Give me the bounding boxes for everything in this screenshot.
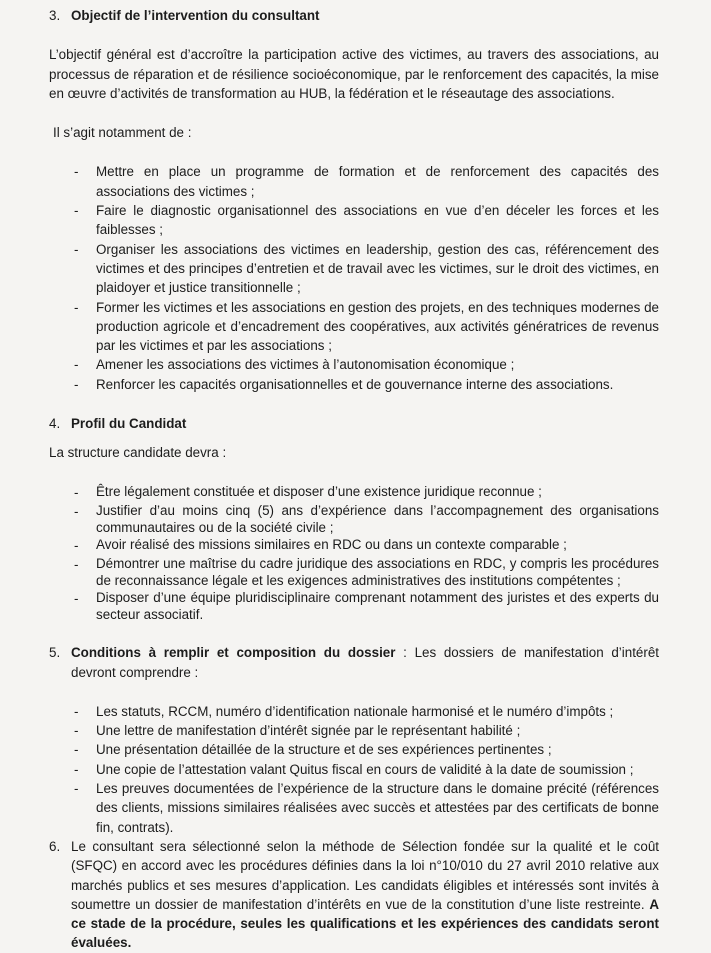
list-item: - Renforcer les capacités organisationnelles et de gouvernance interne des associations. xyxy=(74,376,614,392)
section-3-title: Objectif de l’intervention du consultant xyxy=(71,8,320,23)
section-4-list xyxy=(49,483,659,624)
section-5-number: 5. xyxy=(49,645,61,661)
list-item: - Faire le diagnostic organisationnel des associations en vue d’en déceler les forces et les faiblesses ; xyxy=(74,203,659,238)
section-3-lead: Il s’agit notamment de : xyxy=(53,125,192,141)
section-3-intro: L’objectif général est d’accroître la participation active des victimes, au travers des associations, au processus de réparation et de résilience socioéconomique, par le renforcement des capacités, la mise en œuvre d’activités de transformation au HUB, la fédération et le réseautage des associations. xyxy=(49,47,659,101)
list-item: - Disposer d’une équipe pluridisciplinaire comprenant notamment des juristes et des experts du secteur associatif. xyxy=(74,590,659,623)
section-4-heading xyxy=(49,414,659,433)
section-6-text: Le consultant sera sélectionné selon la méthode de Sélection fondée sur la qualité et le coût (SFQC) en accord avec les procédures définies dans la loi n°10/010 du 27 avril 2010 relative aux marchés publics et ses mesures d’application. Les candidats éligibles et intéressés sont invités à soumettre un dossier de manifestation d’intérêts en vue de la constitution d’une liste restreinte. xyxy=(71,838,659,912)
list-item: - Former les victimes et les associations en gestion des projets, en des techniques modernes de production agricole et d’encadrement des coopératives, aux activités génératrices de revenus par les victimes et par les associations ; xyxy=(74,299,659,354)
section-5-title: Conditions à remplir et composition du dossier xyxy=(71,645,396,661)
section-5-heading xyxy=(49,643,659,682)
list-item: - Une copie de l’attestation valant Quitus fiscal en cours de validité à la date de soumission ; xyxy=(74,761,634,777)
list-item: - Mettre en place un programme de formation et de renforcement des capacités des associations des victimes ; xyxy=(74,164,659,199)
list-item: - Les statuts, RCCM, numéro d’identification nationale harmonisé et le numéro d’impôts ; xyxy=(74,703,614,719)
section-6-bold-text: A ce stade de la procédure, seules les qualifications et les expériences des candidats seront évaluées. xyxy=(71,896,659,951)
section-6-number: 6. xyxy=(49,838,61,854)
list-item: - Les preuves documentées de l’expérience de la structure dans le domaine précité (références des clients, missions similaires réalisées avec succès et attestées par des certificats de bonne fin, contrats). xyxy=(74,781,659,835)
section-3-number: 3. xyxy=(49,8,61,23)
section-5-list xyxy=(49,702,659,837)
list-item: - Amener les associations des victimes à l’autonomisation économique ; xyxy=(74,357,515,373)
section-4-number: 4. xyxy=(49,416,61,432)
section-3-heading xyxy=(49,6,659,25)
list-item: - Justifier d’au moins cinq (5) ans d’expérience dans l’accompagnement des organisations communautaires ou de la société civile ; xyxy=(74,502,659,535)
list-item: - Organiser les associations des victimes en leadership, gestion des cas, référencement des victimes et des principes d’entretien et de travail avec les victimes, sur le droit des victimes, en plaidoyer et justice transitionnelle ; xyxy=(74,241,659,296)
section-5-title-rest: : Les dossiers de manifestation d’intérêt devront comprendre : xyxy=(71,645,659,680)
section-3-list xyxy=(49,162,659,394)
list-item: - Une présentation détaillée de la structure et de ses expériences pertinentes ; xyxy=(74,742,552,758)
list-item: - Être légalement constituée et disposer d’une existence juridique reconnue ; xyxy=(74,483,542,500)
section-6-paragraph xyxy=(49,837,659,953)
section-4-title: Profil du Candidat xyxy=(71,416,187,432)
list-item: - Avoir réalisé des missions similaires en RDC ou dans un contexte comparable ; xyxy=(74,536,567,553)
list-item: - Une lettre de manifestation d’intérêt signée par le représentant habilité ; xyxy=(74,723,521,739)
list-item: - Démontrer une maîtrise du cadre juridique des associations en RDC, y compris les procédures de reconnaissance légale et les exigences administratives des institutions compétentes ; xyxy=(74,556,659,589)
section-4-lead: La structure candidate devra : xyxy=(49,445,227,461)
